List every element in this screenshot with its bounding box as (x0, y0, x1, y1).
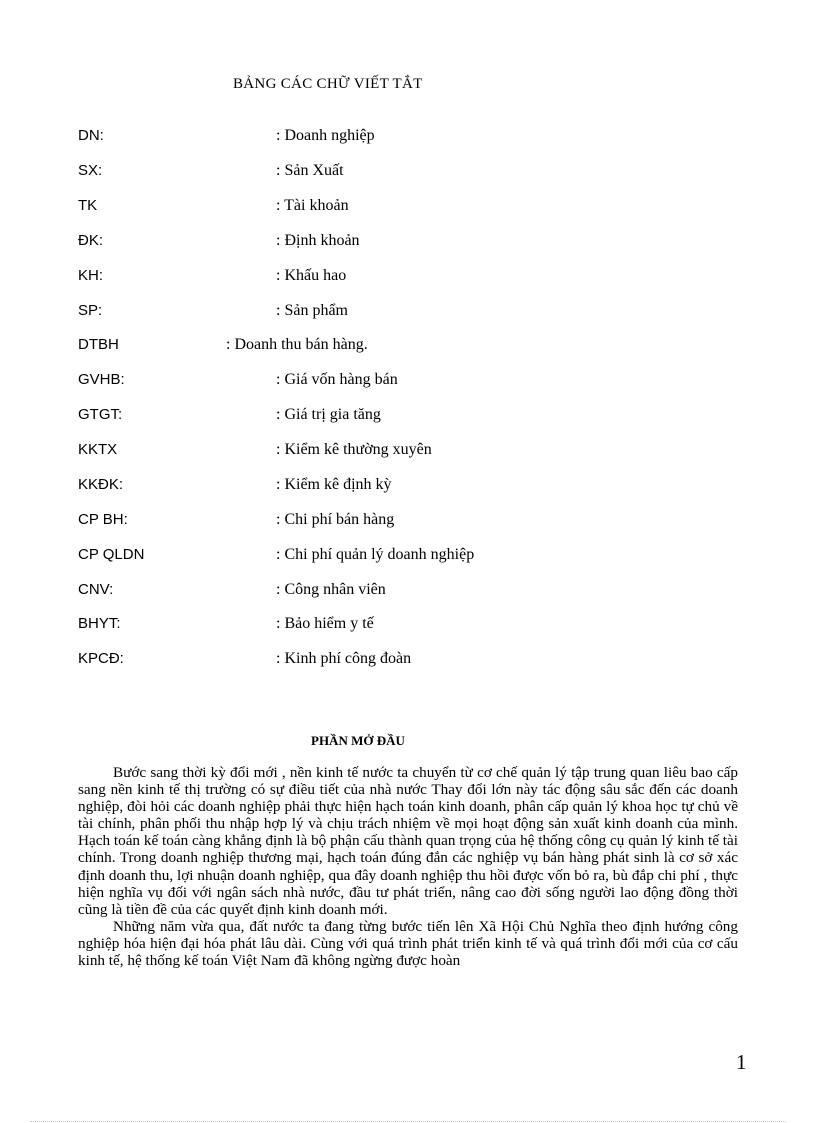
abbreviation-key: BHYT: (78, 615, 121, 632)
abbreviation-key: CP QLDN (78, 546, 145, 563)
page-bottom-divider (30, 1121, 786, 1122)
paragraph: Những năm vừa qua, đất nước ta đang từng bước tiến lên Xã Hội Chủ Nghĩa theo định hướng công nghiệp hóa hiện đại hóa phát lâu dài. Cùng với quá trình phát triển kinh tế và quá trình đổi mới của cơ cấu kinh tế, hệ thống kế toán Việt Nam đã không ngừng được hoàn (78, 917, 738, 970)
abbreviation-meaning: : Bảo hiểm y tế (276, 615, 374, 632)
abbreviation-key: KKĐK: (78, 476, 124, 493)
abbreviation-meaning: : Kiểm kê thường xuyên (276, 441, 432, 458)
abbreviation-meaning: : Khấu hao (276, 267, 347, 284)
page-number: 1 (736, 1050, 747, 1074)
abbreviation-meaning: : Kiểm kê định kỳ (276, 476, 392, 493)
abbreviation-key: KKTX (78, 441, 118, 458)
abbreviation-meaning: : Sản phẩm (276, 302, 348, 319)
abbreviation-meaning: : Chi phí quản lý doanh nghiệp (276, 546, 475, 563)
abbreviation-key: SX: (78, 162, 103, 179)
abbreviation-key: TK (78, 197, 98, 214)
abbreviation-key: SP: (78, 302, 103, 319)
abbreviation-meaning: : Doanh nghiệp (276, 127, 375, 144)
abbreviations-title: BẢNG CÁC CHỮ VIẾT TẮT (233, 76, 423, 92)
abbreviation-key: DTBH (78, 336, 119, 353)
abbreviation-meaning: : Chi phí bán hàng (276, 511, 395, 528)
abbreviation-meaning: : Công nhân viên (276, 581, 386, 598)
section-title: PHẦN MỞ ĐẦU (311, 733, 405, 748)
abbreviation-meaning: : Sản Xuất (276, 162, 344, 179)
abbreviation-key: CNV: (78, 581, 114, 598)
abbreviation-key: DN: (78, 127, 104, 144)
abbreviation-meaning: : Giá vốn hàng bán (276, 371, 398, 388)
abbreviation-meaning: : Giá trị gia tăng (276, 406, 381, 423)
abbreviation-key: KH: (78, 267, 104, 284)
abbreviation-key: KPCĐ: (78, 650, 124, 667)
abbreviation-meaning: : Kinh phí công đoàn (276, 650, 412, 667)
abbreviation-key: GVHB: (78, 371, 125, 388)
paragraph: Bước sang thời kỳ đổi mới , nền kinh tế nước ta chuyển từ cơ chế quản lý tập trung quan liêu bao cấp sang nền kinh tế thị trường có sự điều tiết của nhà nước Thay đổi lớn này tác động sâu sắc đến các doanh nghiệp, đòi hỏi các doanh nghiệp phải thực hiện hạch toán kinh doanh, phân cấp quản lý khoa học tự chủ về tài chính, phân phối thu nhập hợp lý và chịu trách nhiệm về mọi hoạt động sản xuất kinh doanh của mình. Hạch toán kế toán càng khẳng định là bộ phận cấu thành quan trọng của hệ thống công cụ quản lý kinh tế tài chính. Trong doanh nghiệp thương mại, hạch toán đúng đắn các nghiệp vụ bán hàng phát sinh là cơ sở xác định doanh thu, lợi nhuận doanh nghiệp, qua đây doanh nghiệp thu hồi được vốn bỏ ra, bù đắp chi phí , thực hiện nghĩa vụ đối với ngân sách nhà nước, đầu tư phát triển, nâng cao đời sống người lao động đồng thời cũng là tiền đề của các quyết định kinh doanh mới. (78, 764, 738, 918)
abbreviation-meaning: : Doanh thu bán hàng. (226, 336, 368, 353)
abbreviation-key: CP BH: (78, 511, 128, 528)
abbreviation-key: ĐK: (78, 232, 104, 249)
abbreviation-meaning: : Định khoản (276, 232, 360, 249)
abbreviation-meaning: : Tài khoản (276, 197, 349, 214)
intro-body (78, 764, 738, 969)
abbreviation-key: GTGT: (78, 406, 123, 423)
